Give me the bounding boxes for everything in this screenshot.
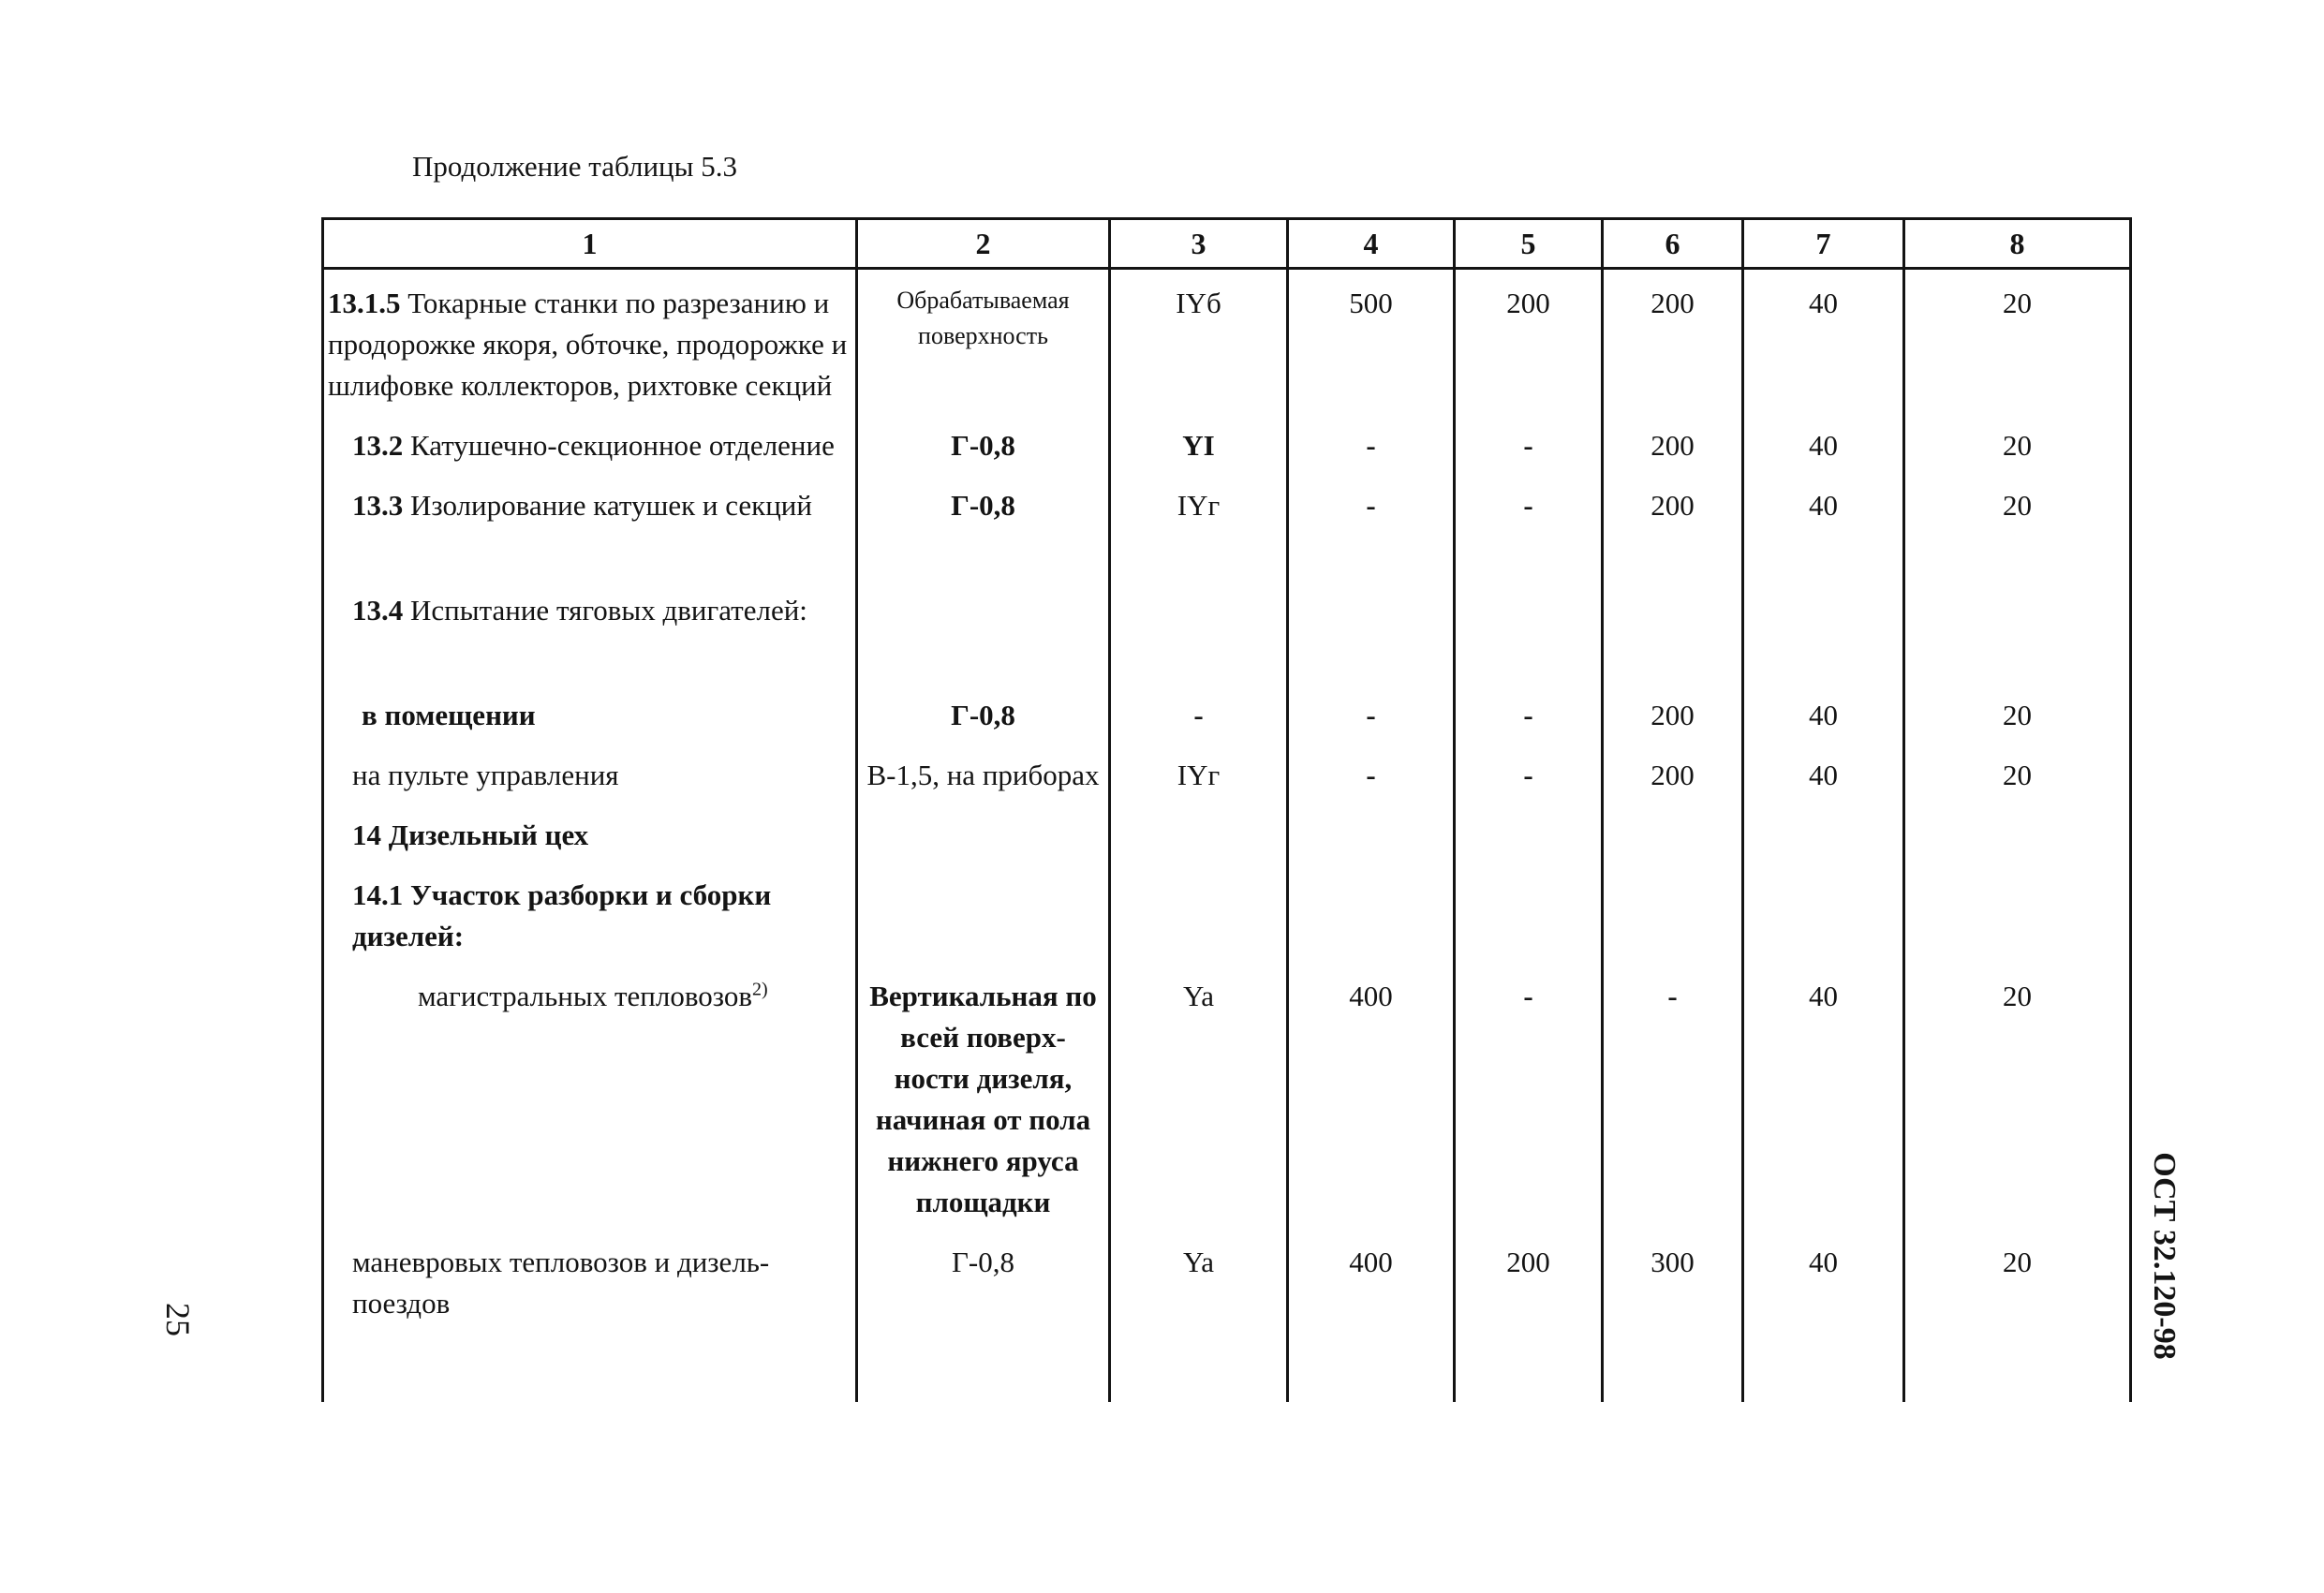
cell-col5 (1455, 577, 1603, 637)
row-name: маневровых тепловозов и дизель-поездов (352, 1246, 770, 1320)
cell-col8: 20 (1904, 412, 2131, 472)
cell-col8: 20 (1904, 1229, 2131, 1402)
column-header-1: 1 (323, 219, 857, 269)
row-name: Изолирование катушек и секций (410, 489, 812, 522)
row-name: Участок разборки и сборки дизелей: (352, 878, 772, 952)
cell-col8 (1904, 862, 2131, 963)
cell-col4 (1288, 802, 1455, 862)
cell-col6: 200 (1603, 269, 1743, 413)
row-number: 14 (352, 819, 381, 851)
norms-table (321, 217, 2132, 1402)
cell-surface: Вертикальная по всей поверх-ности дизеля, начиная от пола нижнего яруса площадки (857, 963, 1110, 1229)
row-name-cell (323, 802, 857, 862)
cell-category: IYг (1110, 472, 1288, 532)
column-header-7: 7 (1743, 219, 1904, 269)
cell-col7: 40 (1743, 742, 1904, 802)
cell-col8: 20 (1904, 742, 2131, 802)
document-code: ОСТ 32.120-98 (2147, 1152, 2182, 1360)
cell-surface (857, 577, 1110, 637)
cell-col5: - (1455, 682, 1603, 742)
cell-col7: 40 (1743, 1229, 1904, 1402)
row-name: Дизельный цех (388, 819, 589, 851)
cell-category: Ya (1110, 1229, 1288, 1402)
row-name: в помещении (362, 699, 536, 731)
column-header-4: 4 (1288, 219, 1455, 269)
table-row (323, 802, 2131, 862)
cell-col6 (1603, 802, 1743, 862)
cell-col7 (1743, 802, 1904, 862)
column-header-8: 8 (1904, 219, 2131, 269)
cell-col6: 200 (1603, 742, 1743, 802)
column-header-6: 6 (1603, 219, 1743, 269)
cell-col5: - (1455, 472, 1603, 532)
row-name-cell (323, 963, 857, 1229)
cell-col7 (1743, 862, 1904, 963)
cell-col4: - (1288, 682, 1455, 742)
table-row (323, 963, 2131, 1229)
row-name: на пульте управления (352, 759, 619, 791)
row-number: 13.1.5 (328, 287, 401, 319)
table-row (323, 472, 2131, 532)
cell-col4 (1288, 862, 1455, 963)
cell-category (1110, 862, 1288, 963)
spacer-row (323, 532, 2131, 577)
cell-surface (857, 802, 1110, 862)
cell-col7: 40 (1743, 963, 1904, 1229)
row-number: 13.3 (352, 489, 404, 522)
row-name-cell (323, 412, 857, 472)
cell-col6: 300 (1603, 1229, 1743, 1402)
cell-category (1110, 802, 1288, 862)
column-header-2: 2 (857, 219, 1110, 269)
cell-surface: Г-0,8 (857, 682, 1110, 742)
cell-col8: 20 (1904, 682, 2131, 742)
table-row (323, 1229, 2131, 1402)
cell-col8 (1904, 802, 2131, 862)
row-name-cell (323, 862, 857, 963)
cell-col8: 20 (1904, 963, 2131, 1229)
table-row (323, 742, 2131, 802)
cell-col6: 200 (1603, 682, 1743, 742)
cell-category: YI (1110, 412, 1288, 472)
cell-col7: 40 (1743, 269, 1904, 413)
header-row (323, 219, 2131, 269)
cell-col7: 40 (1743, 682, 1904, 742)
cell-surface: Обрабатываемая поверхность (857, 269, 1110, 413)
table-row (323, 577, 2131, 637)
row-name-cell (323, 577, 857, 637)
row-name-cell (323, 682, 857, 742)
cell-col8: 20 (1904, 472, 2131, 532)
row-number: 14.1 (352, 878, 404, 911)
row-number: 13.2 (352, 429, 404, 462)
cell-surface: Г-0,8 (857, 412, 1110, 472)
cell-col5: - (1455, 742, 1603, 802)
cell-col4: 400 (1288, 1229, 1455, 1402)
cell-col5: 200 (1455, 1229, 1603, 1402)
cell-surface: Г-0,8 (857, 472, 1110, 532)
cell-col8 (1904, 577, 2131, 637)
cell-col5: - (1455, 963, 1603, 1229)
cell-col4: - (1288, 472, 1455, 532)
row-name-cell (323, 742, 857, 802)
cell-surface: Г-0,8 (857, 1229, 1110, 1402)
cell-col6: 200 (1603, 472, 1743, 532)
row-number: 13.4 (352, 594, 404, 627)
table-row (323, 412, 2131, 472)
cell-col6: 200 (1603, 412, 1743, 472)
table-row (323, 862, 2131, 963)
row-name: Испытание тяговых двигателей: (410, 594, 807, 627)
cell-category: IYб (1110, 269, 1288, 413)
cell-col6: - (1603, 963, 1743, 1229)
page-number: 25 (159, 1303, 197, 1336)
table-caption: Продолжение таблицы 5.3 (412, 150, 737, 183)
table-row (323, 682, 2131, 742)
row-name: Катушечно-секционное отделение (410, 429, 835, 462)
cell-col6 (1603, 577, 1743, 637)
footnote-mark: 2) (751, 979, 768, 1000)
cell-col4: 500 (1288, 269, 1455, 413)
row-name-cell (323, 472, 857, 532)
cell-col5: 200 (1455, 269, 1603, 413)
cell-col7 (1743, 577, 1904, 637)
cell-col4: - (1288, 742, 1455, 802)
table-row (323, 269, 2131, 413)
column-header-3: 3 (1110, 219, 1288, 269)
row-name: магистральных тепловозов (418, 980, 752, 1012)
cell-col5 (1455, 802, 1603, 862)
row-name-cell (323, 1229, 857, 1402)
cell-col5: - (1455, 412, 1603, 472)
cell-category (1110, 577, 1288, 637)
cell-col6 (1603, 862, 1743, 963)
row-name: Токарные станки по разрезанию и продорожке якоря, обточке, продорожке и шлифовке коллекторов, рихтовке секций (328, 287, 848, 402)
cell-col4: - (1288, 412, 1455, 472)
cell-col4: 400 (1288, 963, 1455, 1229)
cell-category: IYг (1110, 742, 1288, 802)
cell-col4 (1288, 577, 1455, 637)
cell-surface (857, 862, 1110, 963)
cell-category: Ya (1110, 963, 1288, 1229)
cell-col5 (1455, 862, 1603, 963)
cell-col7: 40 (1743, 472, 1904, 532)
cell-col8: 20 (1904, 269, 2131, 413)
column-header-5: 5 (1455, 219, 1603, 269)
cell-surface: В-1,5, на приборах (857, 742, 1110, 802)
row-name-cell (323, 269, 857, 413)
cell-category: - (1110, 682, 1288, 742)
spacer-row (323, 637, 2131, 682)
cell-col7: 40 (1743, 412, 1904, 472)
